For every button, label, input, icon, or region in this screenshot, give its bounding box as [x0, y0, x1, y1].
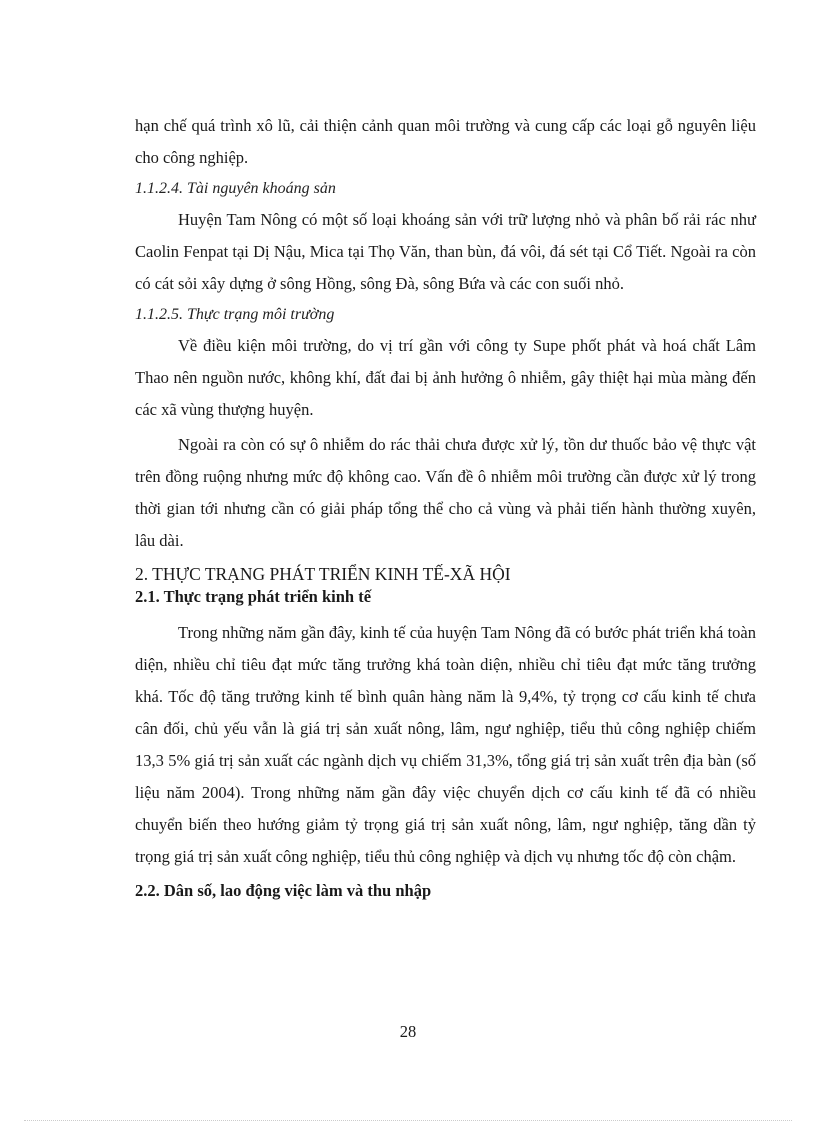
paragraph-mineral-resources: Huyện Tam Nông có một số loại khoáng sản với trữ lượng nhỏ và phân bố rải rác như Caolin Fenpat tại Dị Nậu, Mica tại Thọ Văn, than bùn, đá vôi, đá sét tại Cổ Tiết. Ngoài ra còn có cát sỏi xây dựng ở sông Hồng, sông Đà, sông Bứa và các con suối nhỏ.	[135, 210, 756, 293]
paragraph-economic-development: Trong những năm gần đây, kinh tế của huyện Tam Nông đã có bước phát triển khá toàn diện, nhiều chỉ tiêu đạt mức tăng trưởng khá toàn diện, nhiều chỉ tiêu đạt mức tăng trưởng khá. Tốc độ tăng trưởng kinh tế bình quân hàng năm là 9,4%, tỷ trọng cơ cấu kinh tế chưa cân đối, chủ yếu vẫn là giá trị sản xuất nông, lâm, ngư nghiệp, tiểu thủ công nghiệp chiếm 13,3 5% giá trị sản xuất các ngành dịch vụ chiếm 31,3%, tổng giá trị sản xuất trên địa bàn (số liệu năm 2004). Trong những năm gần đây việc chuyển dịch cơ cấu kinh tế đã có nhiều chuyển biến theo hướng giảm tỷ trọng giá trị sản xuất nông, lâm, ngư nghiệp, tăng dần tỷ trọng giá trị sản xuất công nghiệp, tiểu thủ công nghiệp và dịch vụ nhưng tốc độ còn chậm.	[135, 623, 756, 866]
section-title-1124: 1.1.2.4. Tài nguyên khoáng sản	[135, 180, 336, 197]
page-bottom-divider	[24, 1120, 792, 1121]
page-content	[135, 110, 756, 911]
heading-section-2: 2. THỰC TRẠNG PHÁT TRIỂN KINH TẾ-XÃ HỘI	[135, 564, 511, 584]
paragraph-environment-b: Ngoài ra còn có sự ô nhiễm do rác thải chưa được xử lý, tồn dư thuốc bảo vệ thực vật trên đồng ruộng nhưng mức độ không cao. Vấn đề ô nhiễm môi trường cần được xử lý trong thời gian tới nhưng cần có giải pháp tổng thể cho cả vùng và phải tiến hành thường xuyên, lâu dài.	[135, 435, 756, 550]
paragraph-environment-a: Về điều kiện môi trường, do vị trí gần với công ty Supe phốt phát và hoá chất Lâm Thao nên nguồn nước, không khí, đất đai bị ảnh hưởng ô nhiễm, gây thiệt hại mùa màng đến các xã vùng thượng huyện.	[135, 336, 756, 419]
section-title-1125: 1.1.2.5. Thực trạng môi trường	[135, 306, 335, 323]
heading-section-21: 2.1. Thực trạng phát triển kinh tế	[135, 587, 372, 606]
paragraph-intro: hạn chế quá trình xô lũ, cải thiện cảnh quan môi trường và cung cấp các loại gỗ nguyên liệu cho công nghiệp.	[135, 116, 756, 167]
page-number: 28	[399, 1022, 417, 1041]
heading-section-22: 2.2. Dân số, lao động việc làm và thu nhập	[135, 881, 432, 900]
